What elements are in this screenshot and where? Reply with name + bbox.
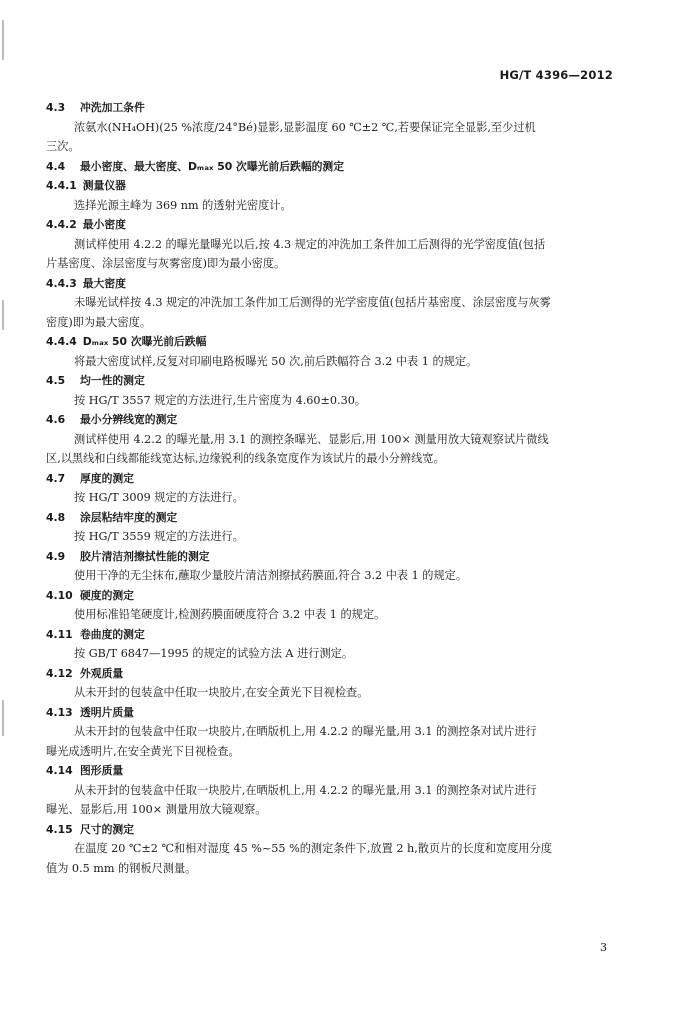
- paragraph-line: 按 HG/T 3009 规定的方法进行。: [74, 491, 244, 504]
- paragraph-line: 曝光、显影后,用 100× 测量用放大镜观察。: [46, 803, 267, 816]
- paragraph-line: 三次。: [46, 140, 80, 153]
- section-heading: [46, 215, 626, 235]
- section-number: 4.14: [46, 764, 73, 777]
- section-heading: [46, 469, 626, 489]
- section-title: Dₘₐₓ 50 次曝光前后跌幅: [82, 335, 207, 348]
- section-heading: [46, 547, 626, 567]
- section-heading: [46, 761, 626, 781]
- paragraph-line: 在温度 20 ℃±2 ℃和相对湿度 45 %~55 %的测定条件下,放置 2 h,散页片的长度和宽度用分度: [74, 842, 552, 855]
- standard-code: HG/T 4396—2012: [499, 68, 613, 82]
- section-number: 4.5: [46, 374, 66, 387]
- section-title: 胶片清洁剂擦拭性能的测定: [80, 549, 210, 563]
- paragraph-line: 密度)即为最大密度。: [46, 315, 152, 329]
- section-title: 尺寸的测定: [80, 822, 134, 836]
- section-number: 4.10: [46, 588, 73, 602]
- section-number: 4.12: [46, 666, 73, 680]
- section-title: 外观质量: [80, 666, 124, 680]
- section-number: 4.4.1: [46, 179, 77, 192]
- paragraph-line: 使用标准铅笔硬度计,检测药膜面硬度符合 3.2 中表 1 的规定。: [74, 608, 386, 621]
- section-number: 4.3: [46, 101, 66, 114]
- section-number: 4.9: [46, 549, 66, 563]
- section-title: 厚度的测定: [80, 471, 134, 485]
- paragraph-line: 选择光源主峰为 369 nm 的透射光密度计。: [74, 198, 292, 212]
- section-heading: [46, 508, 626, 528]
- section-heading: [46, 371, 626, 391]
- section-heading: [46, 664, 626, 684]
- paragraph-line: 将最大密度试样,反复对印刷电路板曝光 50 次,前后跌幅符合 3.2 中表 1 的规定。: [74, 354, 478, 368]
- paragraph-line: 浓氨水(NH₄OH)(25 %浓度/24°Bé)显影,显影温度 60 ℃±2 ℃,若要保证完全显影,至少过机: [74, 120, 536, 134]
- section-title: 最小密度: [82, 218, 126, 231]
- section-number: 4.7: [46, 471, 66, 485]
- paragraph-line: 按 GB/T 6847—1995 的规定的试验方法 A 进行测定。: [74, 647, 354, 660]
- paragraph-line: 区,以黑线和白线都能线宽达标,边缘锐利的线条宽度作为该试片的最小分辨线宽。: [46, 452, 445, 465]
- page-number: 3: [600, 941, 607, 954]
- section-number: 4.15: [46, 822, 73, 836]
- paragraph-line: 从未开封的包装盒中任取一块胶片,在安全黄光下目视检查。: [74, 686, 369, 699]
- section-number: 4.11: [46, 627, 73, 641]
- paragraph-line: 曝光成透明片,在安全黄光下目视检查。: [46, 744, 240, 758]
- section-heading: [46, 157, 626, 177]
- section-number: 4.13: [46, 705, 73, 719]
- scan-edge-mark: [2, 20, 4, 60]
- section-title: 卷曲度的测定: [80, 627, 145, 641]
- section-heading: [46, 176, 626, 196]
- section-title: 图形质量: [80, 764, 124, 777]
- section-title: 透明片质量: [80, 705, 134, 719]
- paragraph-line: 使用干净的无尘抹布,蘸取少量胶片清洁剂擦拭药膜面,符合 3.2 中表 1 的规定。: [74, 569, 468, 582]
- paragraph-line: 值为 0.5 mm 的钢板尺测量。: [46, 861, 197, 875]
- section-number: 4.4.4: [46, 335, 77, 348]
- document-body: [46, 98, 626, 878]
- paragraph-line: 按 HG/T 3557 规定的方法进行,生片密度为 4.60±0.30。: [74, 393, 366, 407]
- section-title: 最小密度、最大密度、Dₘₐₓ 50 次曝光前后跌幅的测定: [80, 159, 344, 173]
- section-number: 4.6: [46, 413, 66, 426]
- section-title: 最小分辨线宽的测定: [80, 413, 178, 426]
- scan-edge-mark: [2, 300, 4, 330]
- paragraph-line: 测试样使用 4.2.2 的曝光量曝光以后,按 4.3 规定的冲洗加工条件加工后测得的光学密度值(包括: [74, 237, 546, 251]
- section-number: 4.4: [46, 159, 66, 173]
- section-number: 4.8: [46, 510, 66, 524]
- section-title: 涂层粘结牢度的测定: [80, 510, 178, 524]
- section-title: 冲洗加工条件: [80, 101, 145, 114]
- scan-edge-mark: [2, 700, 4, 736]
- paragraph-line: 测试样使用 4.2.2 的曝光量,用 3.1 的测控条曝光、显影后,用 100× 测量用放大镜观察试片微线: [74, 432, 549, 446]
- section-title: 最大密度: [82, 276, 126, 290]
- paragraph-line: 片基密度、涂层密度与灰雾密度)即为最小密度。: [46, 257, 286, 270]
- section-heading: [46, 820, 626, 840]
- section-heading: [46, 274, 626, 294]
- section-heading: [46, 332, 626, 352]
- section-title: 均一性的测定: [80, 374, 145, 387]
- section-number: 4.4.3: [46, 276, 77, 290]
- paragraph-line: 从未开封的包装盒中任取一块胶片,在晒版机上,用 4.2.2 的曝光量,用 3.1 的测控条对试片进行: [74, 725, 537, 738]
- paragraph-line: 未曝光试样按 4.3 规定的冲洗加工条件加工后测得的光学密度值(包括片基密度、涂层密度与灰雾: [74, 296, 551, 309]
- section-heading: [46, 703, 626, 723]
- paragraph-line: 从未开封的包装盒中任取一块胶片,在晒版机上,用 4.2.2 的曝光量,用 3.1 的测控条对试片进行: [74, 783, 537, 797]
- section-title: 测量仪器: [82, 179, 126, 192]
- section-heading: [46, 410, 626, 430]
- section-heading: [46, 625, 626, 645]
- section-heading: [46, 98, 626, 118]
- section-number: 4.4.2: [46, 218, 77, 231]
- paragraph-line: 按 HG/T 3559 规定的方法进行。: [74, 530, 244, 543]
- section-title: 硬度的测定: [80, 588, 134, 602]
- section-heading: [46, 586, 626, 606]
